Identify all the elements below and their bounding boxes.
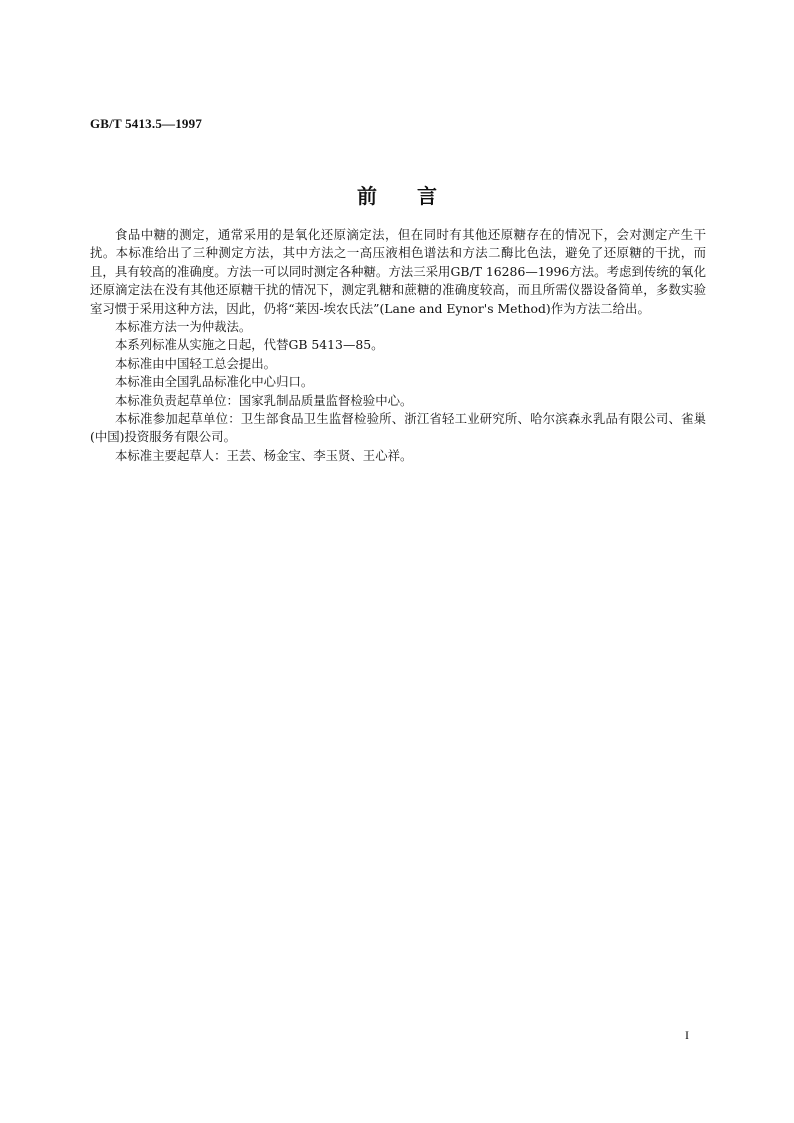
page-number: I bbox=[685, 1028, 689, 1042]
paragraph: 本标准方法一为仲裁法。 bbox=[115, 319, 252, 335]
paragraph: 本标准主要起草人：王芸、杨金宝、李玉贤、王心祥。 bbox=[115, 447, 413, 463]
paragraph: 本标准负责起草单位：国家乳制品质量监督检验中心。 bbox=[115, 392, 413, 408]
paragraph: 本标准参加起草单位：卫生部食品卫生监督检验所、浙江省轻工业研究所、哈尔滨森永乳品有限公司、雀巢(中国)投资服务有限公司。 bbox=[90, 411, 706, 445]
paragraph: 食品中糖的测定，通常采用的是氧化还原滴定法，但在同时有其他还原糖存在的情况下，会对测定产生干扰。本标准给出了三种测定方法，其中方法之一高压液相色谱法和方法二酶比色法，避免了还原糖的干扰，而且，具有较高的准确度。方法一可以同时测定各种糖。方法三采用GB/T 16286—1996方法。考虑到传统的氧化还原滴定法在没有其他还原糖干扰的情况下，测定乳糖和蔗糖的准确度较高，而且所需仪器设备简单，多数实验室习惯于采用这种方法，因此，仍将“莱因-埃农氏法”(Lane and Eynor's Method)作为方法二给出。 bbox=[90, 227, 706, 316]
foreword-body bbox=[90, 226, 706, 465]
paragraph: 本系列标准从实施之日起，代替GB 5413—85。 bbox=[115, 337, 384, 353]
standard-code: GB/T 5413.5—1997 bbox=[90, 116, 203, 131]
paragraph: 本标准由中国轻工总会提出。 bbox=[115, 355, 277, 371]
page-title: 前言 bbox=[357, 184, 477, 208]
paragraph: 本标准由全国乳品标准化中心归口。 bbox=[115, 374, 314, 390]
